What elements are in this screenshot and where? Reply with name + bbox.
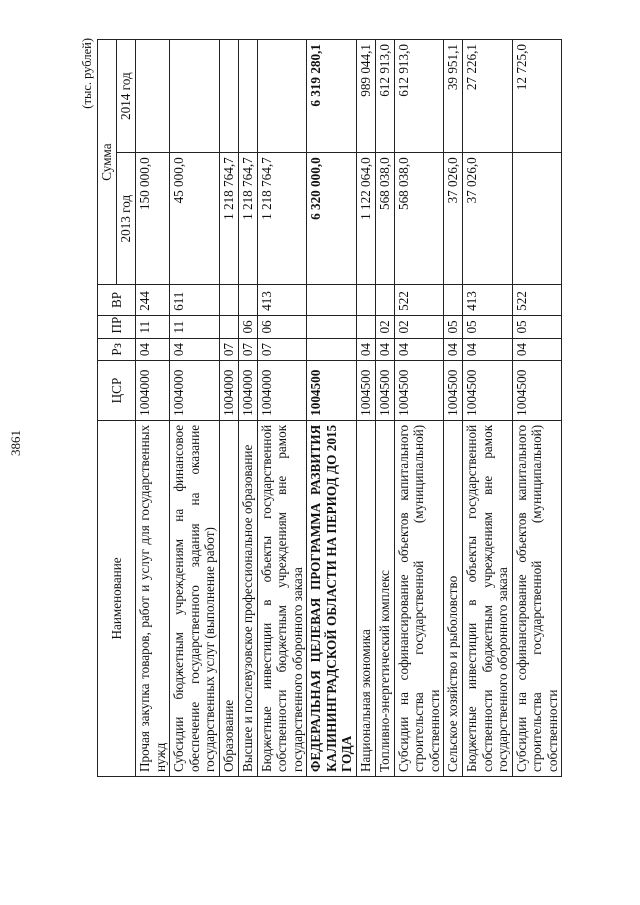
table-row [136,40,170,777]
cell-csr: 1004500 [512,361,562,421]
cell-sum-2014 [238,40,257,153]
table-row [463,40,513,777]
units-note: (тыс. рублей) [80,38,94,109]
cell-sum-2014: 27 226,1 [463,40,513,153]
cell-vr: 413 [463,285,513,316]
cell-pr: 06 [257,315,307,338]
table-body [136,40,562,777]
header-rz: Рз [98,338,136,361]
cell-sum-2013: 1 218 764,7 [219,153,238,285]
cell-pr [307,315,357,338]
cell-sum-2013: 150 000,0 [136,153,170,285]
cell-pr: 11 [136,315,170,338]
cell-sum-2014: 12 725,0 [512,40,562,153]
header-year-2013: 2013 год [117,153,136,285]
cell-rz: 04 [170,338,220,361]
cell-sum-2014: 989 044,1 [356,40,375,153]
table-row [394,40,444,777]
cell-name: Субсидии бюджетным учреждениям на финансовое обеспечение государственного задания на оказание государственных услуг (выполнение работ) [170,420,220,776]
cell-pr: 02 [375,315,394,338]
cell-sum-2013: 45 000,0 [170,153,220,285]
cell-name: Высшее и послевузовское профессиональное образование [238,420,257,776]
table-row [375,40,394,777]
cell-sum-2014: 612 913,0 [375,40,394,153]
table-row [257,40,307,777]
cell-name: Бюджетные инвестиции в объекты государственной собственности бюджетным учреждениям вне рамок государственного оборонного заказа [463,420,513,776]
cell-name: Субсидии на софинансирование объектов капитального строительства государственной (муниципальной) собственности [512,420,562,776]
cell-pr: 05 [444,315,463,338]
cell-pr: 02 [394,315,444,338]
cell-name: Национальная экономика [356,420,375,776]
header-csr: ЦСР [98,361,136,421]
cell-rz: 07 [219,338,238,361]
cell-vr [375,285,394,316]
cell-sum-2014 [136,40,170,153]
cell-pr: 11 [170,315,220,338]
cell-name: Сельское хозяйство и рыболовство [444,420,463,776]
cell-vr [356,285,375,316]
cell-rz: 07 [238,338,257,361]
cell-name: Субсидии на софинансирование объектов капитального строительства государственной (муниципальной) собственности [394,420,444,776]
cell-csr: 1004500 [444,361,463,421]
table-row [356,40,375,777]
cell-sum-2013: 6 320 000,0 [307,153,357,285]
cell-csr: 1004500 [463,361,513,421]
cell-rz: 04 [394,338,444,361]
cell-sum-2013: 37 026,0 [463,153,513,285]
table-row [238,40,257,777]
cell-sum-2013: 1 218 764,7 [257,153,307,285]
cell-sum-2013: 37 026,0 [444,153,463,285]
cell-rz: 04 [444,338,463,361]
cell-rz: 04 [375,338,394,361]
cell-name: ФЕДЕРАЛЬНАЯ ЦЕЛЕВАЯ ПРОГРАММА РАЗВИТИЯ КАЛИНИНГРАДСКОЙ ОБЛАСТИ НА ПЕРИОД ДО 2015 ГОДА [307,420,357,776]
header-year-2014: 2014 год [117,40,136,153]
cell-vr: 413 [257,285,307,316]
cell-name: Бюджетные инвестиции в объекты государственной собственности бюджетным учреждениям вне рамок государственного оборонного заказа [257,420,307,776]
cell-vr [444,285,463,316]
cell-sum-2013: 568 038,0 [394,153,444,285]
table-row [444,40,463,777]
cell-rz: 04 [136,338,170,361]
cell-vr [219,285,238,316]
header-sum: Сумма [98,40,117,285]
cell-pr: 05 [463,315,513,338]
cell-rz: 04 [512,338,562,361]
cell-pr [219,315,238,338]
cell-rz: 04 [356,338,375,361]
cell-pr: 05 [512,315,562,338]
cell-csr: 1004000 [238,361,257,421]
cell-vr [307,285,357,316]
cell-name: Прочая закупка товаров, работ и услуг для государственных нужд [136,420,170,776]
cell-sum-2013: 1 122 064,0 [356,153,375,285]
cell-sum-2013: 1 218 764,7 [238,153,257,285]
table-row [170,40,220,777]
cell-csr: 1004500 [375,361,394,421]
cell-name: Топливно-энергетический комплекс [375,420,394,776]
header-row [98,40,117,777]
cell-csr: 1004500 [307,361,357,421]
cell-vr [238,285,257,316]
cell-name: Образование [219,420,238,776]
cell-pr: 06 [238,315,257,338]
cell-csr: 1004500 [356,361,375,421]
cell-sum-2013: 568 038,0 [375,153,394,285]
cell-rz: 07 [257,338,307,361]
cell-csr: 1004500 [394,361,444,421]
cell-rz: 04 [463,338,513,361]
header-pr: ПР [98,315,136,338]
cell-csr: 1004000 [219,361,238,421]
budget-table [97,39,562,777]
cell-vr: 522 [512,285,562,316]
cell-vr: 611 [170,285,220,316]
page-number: 3861 [8,430,23,456]
cell-sum-2014 [257,40,307,153]
header-vr: ВР [98,285,136,316]
cell-pr [356,315,375,338]
cell-sum-2014: 6 319 280,1 [307,40,357,153]
cell-vr: 522 [394,285,444,316]
cell-csr: 1004000 [257,361,307,421]
cell-csr: 1004000 [136,361,170,421]
cell-sum-2014: 39 951,1 [444,40,463,153]
cell-sum-2014 [219,40,238,153]
cell-vr: 244 [136,285,170,316]
header-name: Наименование [98,420,136,776]
cell-rz [307,338,357,361]
table-row [219,40,238,777]
cell-sum-2014 [170,40,220,153]
cell-sum-2014: 612 913,0 [394,40,444,153]
cell-sum-2013 [512,153,562,285]
table-row [512,40,562,777]
table-row [307,40,357,777]
cell-csr: 1004000 [170,361,220,421]
